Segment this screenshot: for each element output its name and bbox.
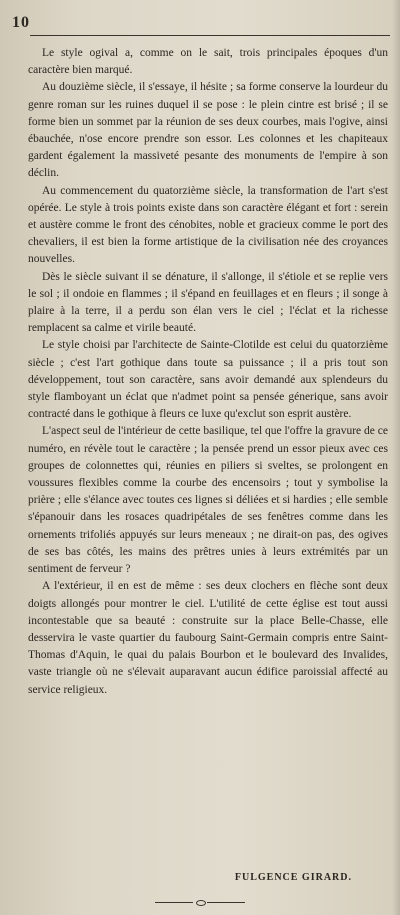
paragraph-following-century: Dès le siècle suivant il se dénature, il s'allonge, il s'étiole et se replie vers le sol ; il ondoie en flammes ; il s'épand en feuillages et en fleurs ; il songe à plaire à la terre, il a perdu son élan vers le ciel ; l'éclat et la richesse remplacent sa calme et virile beauté. [28, 270, 388, 335]
ornament-line-right [207, 902, 245, 903]
paragraph-intro: Le style ogival a, comme on le sait, trois principales époques d'un caractère bien marqué. [28, 47, 388, 77]
ornament-line-left [155, 902, 193, 903]
paragraph-twelfth-century: Au douzième siècle, il s'essaye, il hésite ; sa forme conserve la lourdeur du genre roman sur les ruines duquel il se pose : le plein cintre est brisé ; il se forme bien un sommet par la réunion de ses deux courbes, mais l'ogive, ainsi ébauchée, n'ose encore prendre son essor. Les colonnes et les chapiteaux gardent également la massiveté pesante des monuments de l'empire à son déclin. [28, 81, 388, 180]
paragraph-sainte-clotilde-style: Le style choisi par l'architecte de Sainte-Clotilde est celui du quatorzième siècle ; c'est l'art gothique dans toute sa puissance ; il a pris tout son développement, tout son caractère, sans avoir demandé aux splendeurs du style flamboyant un éclat que n'admet point sa pensée génerique, sans avoir contracté dans le gothique à fleurs ce luxe qu'exclut son esprit austère. [28, 339, 388, 421]
author-signature: FULGENCE GIRARD. [234, 872, 352, 883]
ornament-center [196, 900, 206, 906]
article-body [28, 45, 388, 699]
paragraph-fourteenth-century: Au commencement du quatorzième siècle, la transformation de l'art s'est opérée. Le style à trois points existe dans son caractère élégant et fort : serein et austère comme le front des cénobites, noble et gracieux comme le port des chevaliers, il est bien la forme artistique de la civilisation née des croyances nouvelles. [28, 184, 388, 266]
page-number: 10 [12, 14, 30, 31]
end-ornament [155, 900, 245, 906]
paragraph-exterior: A l'extérieur, il en est de même : ses deux clochers en flèche sont deux doigts allongés pour montrer le ciel. L'utilité de cette église est tout aussi incontestable que sa beauté : construite sur la place Belle-Chasse, elle desservira le vaste quartier du faubourg Saint-Germain compris entre Saint-Thomas d'Aquin, le quai du palais Bourbon et le boulevard des Invalides, vaste triangle où ne s'élevait auparavant aucun édifice paroissial affecté au service religieux. [28, 580, 388, 696]
header-rule [30, 35, 390, 36]
page-edge-shadow [392, 0, 400, 915]
paragraph-interior: L'aspect seul de l'intérieur de cette basilique, tel que l'offre la gravure de ce numéro, en révèle tout le caractère ; la pensée prend un essor pieux avec ces groupes de colonnettes qui, réunies en piliers si sveltes, se prolongent en voussures flexibles comme la courbe des encensoirs ; tout y symbolise la prière ; elle s'élance avec toutes ces lignes si déliées et si hardies ; elle semble s'épanouir dans les rosaces quadripétales de ses fenêtres comme dans les ornements trifoliés appuyés sur leurs meneaux ; ne dirait-on pas, des ogives de ses bas côtés, les mains des prêtres unies à leurs extrémités par un sentiment de ferveur ? [28, 425, 388, 576]
